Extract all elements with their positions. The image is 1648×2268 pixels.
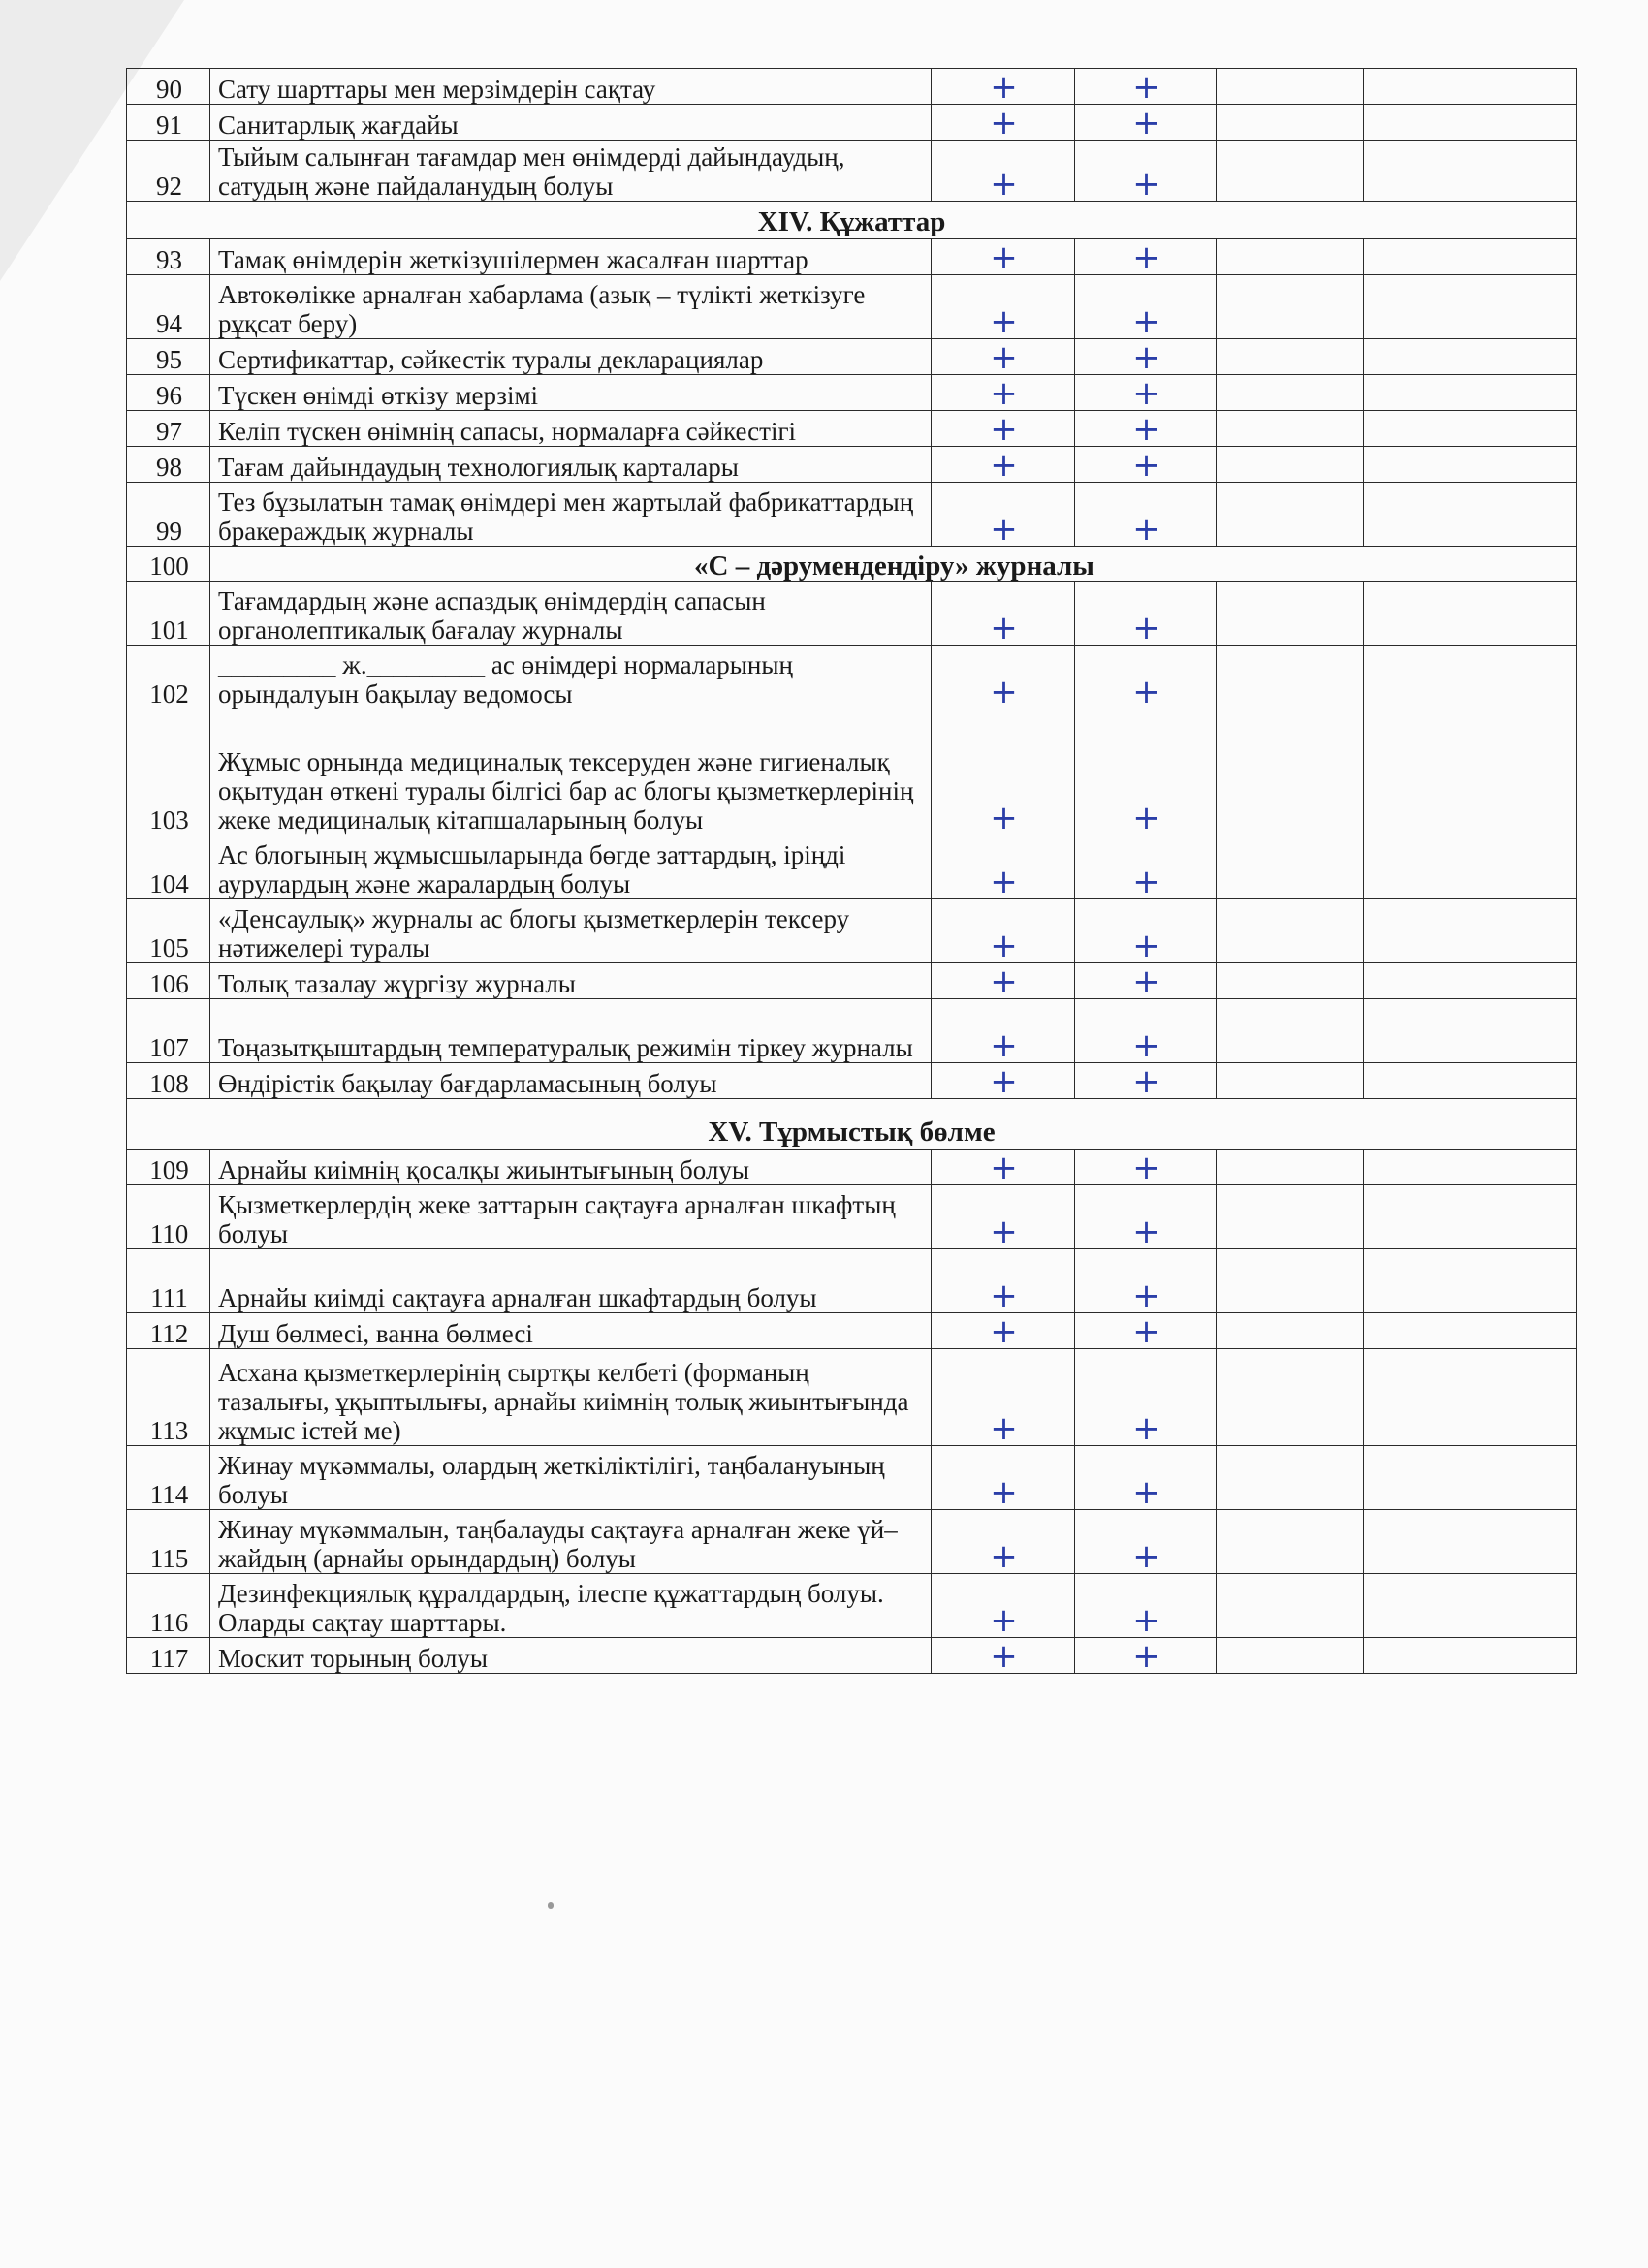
blank-cell-col4 — [1364, 69, 1577, 105]
check-mark-col2: + — [1075, 963, 1217, 999]
table-row — [127, 105, 1577, 141]
check-mark-col1: + — [932, 646, 1075, 709]
paper-speck — [548, 1902, 554, 1909]
table-row — [127, 835, 1577, 899]
row-description: Асхана қызметкерлерінің сыртқы келбеті (форманың тазалығы, ұқыптылығы, арнайы киімнің толық жиынтығында жұмыс істей ме) — [210, 1349, 932, 1446]
check-mark-col2: + — [1075, 339, 1217, 375]
check-mark-col1: + — [932, 1185, 1075, 1249]
check-mark-col1: + — [932, 447, 1075, 483]
check-mark-col2: + — [1075, 1063, 1217, 1099]
blank-cell-col3 — [1217, 1249, 1364, 1313]
row-number: 97 — [127, 411, 210, 447]
row-description: Жинау мүкәммалы, олардың жеткіліктілігі, таңбалануының болуы — [210, 1446, 932, 1510]
rows-group-c — [127, 582, 1577, 1099]
blank-cell-col4 — [1364, 141, 1577, 202]
check-mark-col1: + — [932, 582, 1075, 646]
blank-cell-col3 — [1217, 105, 1364, 141]
blank-cell-col4 — [1364, 646, 1577, 709]
row-description: Тамақ өнімдерін жеткізушілермен жасалған шарттар — [210, 239, 932, 275]
rows-group-b — [127, 239, 1577, 547]
blank-cell-col4 — [1364, 1249, 1577, 1313]
row-number: 110 — [127, 1185, 210, 1249]
check-mark-col1: + — [932, 1150, 1075, 1185]
row-description: Арнайы киімді сақтауға арналған шкафтардың болуы — [210, 1249, 932, 1313]
blank-cell-col3 — [1217, 1574, 1364, 1638]
check-mark-col1: + — [932, 1510, 1075, 1574]
table-row — [127, 1349, 1577, 1446]
blank-cell-col4 — [1364, 483, 1577, 547]
check-mark-col2: + — [1075, 1313, 1217, 1349]
check-mark-col1: + — [932, 899, 1075, 963]
row-100-group — [127, 547, 1577, 582]
table-row — [127, 447, 1577, 483]
blank-cell-col3 — [1217, 899, 1364, 963]
row-description: Келіп түскен өнімнің сапасы, нормаларға сәйкестігі — [210, 411, 932, 447]
row-number: 93 — [127, 239, 210, 275]
blank-cell-col4 — [1364, 709, 1577, 835]
blank-cell-col3 — [1217, 275, 1364, 339]
blank-cell-col4 — [1364, 835, 1577, 899]
table-row — [127, 1249, 1577, 1313]
check-mark-col2: + — [1075, 1638, 1217, 1674]
row-description: Сертификаттар, сәйкестік туралы декларациялар — [210, 339, 932, 375]
row-number: 116 — [127, 1574, 210, 1638]
check-mark-col1: + — [932, 1063, 1075, 1099]
blank-cell-col4 — [1364, 339, 1577, 375]
check-mark-col2: + — [1075, 239, 1217, 275]
check-mark-col1: + — [932, 1446, 1075, 1510]
table-row — [127, 69, 1577, 105]
blank-cell-col4 — [1364, 1063, 1577, 1099]
table-row — [127, 1638, 1577, 1674]
blank-cell-col4 — [1364, 1574, 1577, 1638]
check-mark-col1: + — [932, 963, 1075, 999]
check-mark-col2: + — [1075, 1349, 1217, 1446]
row-description: Жұмыс орнында медициналық тексеруден және гигиеналық оқытудан өткені туралы білгісі бар ас блогы қызметкерлерінің жеке медициналық кітапшаларының болуы — [210, 709, 932, 835]
blank-cell-col4 — [1364, 999, 1577, 1063]
blank-cell-col4 — [1364, 1313, 1577, 1349]
row-description: Қызметкерлердің жеке заттарын сақтауға арналған шкафтың болуы — [210, 1185, 932, 1249]
check-mark-col2: + — [1075, 69, 1217, 105]
row-number: 107 — [127, 999, 210, 1063]
row-number: 114 — [127, 1446, 210, 1510]
table-row — [127, 963, 1577, 999]
check-mark-col2: + — [1075, 447, 1217, 483]
row-number: 91 — [127, 105, 210, 141]
blank-cell-col4 — [1364, 1510, 1577, 1574]
blank-cell-col3 — [1217, 447, 1364, 483]
row-description: Тыйым салынған тағамдар мен өнімдерді дайындаудың, сатудың және пайдаланудың болуы — [210, 141, 932, 202]
row-description: Толық тазалау жүргізу журналы — [210, 963, 932, 999]
check-mark-col2: + — [1075, 275, 1217, 339]
row-number: 103 — [127, 709, 210, 835]
table-row — [127, 1185, 1577, 1249]
row-description: Москит торының болуы — [210, 1638, 932, 1674]
check-mark-col1: + — [932, 69, 1075, 105]
row-description: Санитарлық жағдайы — [210, 105, 932, 141]
row-number: 108 — [127, 1063, 210, 1099]
check-mark-col1: + — [932, 1574, 1075, 1638]
row-number: 104 — [127, 835, 210, 899]
row-number: 90 — [127, 69, 210, 105]
blank-cell-col3 — [1217, 1150, 1364, 1185]
section-title-xiv: XIV. Құжаттар — [127, 202, 1577, 239]
row-number: 98 — [127, 447, 210, 483]
blank-cell-col3 — [1217, 1063, 1364, 1099]
table-row — [127, 547, 1577, 582]
row-number: 100 — [127, 547, 210, 582]
check-mark-col2: + — [1075, 1249, 1217, 1313]
check-mark-col1: + — [932, 105, 1075, 141]
check-mark-col1: + — [932, 339, 1075, 375]
blank-cell-col3 — [1217, 1185, 1364, 1249]
row-number: 94 — [127, 275, 210, 339]
check-mark-col1: + — [932, 999, 1075, 1063]
blank-cell-col4 — [1364, 275, 1577, 339]
row-number: 95 — [127, 339, 210, 375]
row-description: Жинау мүкәммалын, таңбалауды сақтауға арналған жеке үй–жайдың (арнайы орындардың) болуы — [210, 1510, 932, 1574]
check-mark-col2: + — [1075, 835, 1217, 899]
section-title-xv: XV. Тұрмыстық бөлме — [127, 1099, 1577, 1150]
row-description: Арнайы киімнің қосалқы жиынтығының болуы — [210, 1150, 932, 1185]
row-number: 111 — [127, 1249, 210, 1313]
blank-cell-col3 — [1217, 835, 1364, 899]
table-row — [127, 483, 1577, 547]
row-description: Тоңазытқыштардың температуралық режимін тіркеу журналы — [210, 999, 932, 1063]
row-description: Автокөлікке арналған хабарлама (азық – түлікті жеткізуге рұқсат беру) — [210, 275, 932, 339]
table-row — [127, 411, 1577, 447]
section-xiv — [127, 202, 1577, 239]
check-mark-col1: + — [932, 1638, 1075, 1674]
inspection-checklist-table — [126, 68, 1577, 1674]
section-xv — [127, 1099, 1577, 1150]
table-row — [127, 1313, 1577, 1349]
blank-cell-col4 — [1364, 899, 1577, 963]
row-description: Дезинфекциялық құралдардың, ілеспе құжаттардың болуы. Оларды сақтау шарттары. — [210, 1574, 932, 1638]
table-row — [127, 1446, 1577, 1510]
row-number: 105 — [127, 899, 210, 963]
row-number: 115 — [127, 1510, 210, 1574]
check-mark-col1: + — [932, 835, 1075, 899]
rows-group-d — [127, 1150, 1577, 1674]
table-row — [127, 646, 1577, 709]
row-number: 109 — [127, 1150, 210, 1185]
check-mark-col1: + — [932, 1249, 1075, 1313]
blank-cell-col4 — [1364, 1349, 1577, 1446]
row-number: 92 — [127, 141, 210, 202]
blank-cell-col3 — [1217, 999, 1364, 1063]
blank-cell-col3 — [1217, 483, 1364, 547]
blank-cell-col3 — [1217, 582, 1364, 646]
row-number: 96 — [127, 375, 210, 411]
blank-cell-col4 — [1364, 411, 1577, 447]
row-number: 117 — [127, 1638, 210, 1674]
blank-cell-col4 — [1364, 1185, 1577, 1249]
row-number: 113 — [127, 1349, 210, 1446]
check-mark-col2: + — [1075, 411, 1217, 447]
checklist-sheet — [126, 68, 1576, 1674]
blank-cell-col3 — [1217, 141, 1364, 202]
check-mark-col1: + — [932, 411, 1075, 447]
check-mark-col1: + — [932, 141, 1075, 202]
row-description: Түскен өнімді өткізу мерзімі — [210, 375, 932, 411]
check-mark-col1: + — [932, 1349, 1075, 1446]
table-row — [127, 275, 1577, 339]
check-mark-col2: + — [1075, 999, 1217, 1063]
row-description: Сату шарттары мен мерзімдерін сақтау — [210, 69, 932, 105]
blank-cell-col3 — [1217, 1349, 1364, 1446]
check-mark-col2: + — [1075, 375, 1217, 411]
blank-cell-col3 — [1217, 411, 1364, 447]
blank-cell-col3 — [1217, 1446, 1364, 1510]
row-description: Душ бөлмесі, ванна бөлмесі — [210, 1313, 932, 1349]
table-row — [127, 339, 1577, 375]
table-row — [127, 1574, 1577, 1638]
blank-cell-col3 — [1217, 1313, 1364, 1349]
blank-cell-col3 — [1217, 1510, 1364, 1574]
row-description: Ас блогының жұмысшыларында бөгде заттардың, іріңді аурулардың және жаралардың болуы — [210, 835, 932, 899]
blank-cell-col4 — [1364, 375, 1577, 411]
blank-cell-col3 — [1217, 69, 1364, 105]
blank-cell-col3 — [1217, 339, 1364, 375]
rows-group-a — [127, 69, 1577, 202]
subsection-title: «С – дәрумендендіру» журналы — [210, 547, 1577, 582]
check-mark-col1: + — [932, 709, 1075, 835]
row-description: Тез бұзылатын тамақ өнімдері мен жартылай фабрикаттардың бракераждық журналы — [210, 483, 932, 547]
check-mark-col1: + — [932, 375, 1075, 411]
table-row — [127, 141, 1577, 202]
blank-cell-col4 — [1364, 1150, 1577, 1185]
check-mark-col1: + — [932, 275, 1075, 339]
row-number: 112 — [127, 1313, 210, 1349]
blank-cell-col3 — [1217, 963, 1364, 999]
table-row — [127, 709, 1577, 835]
check-mark-col2: + — [1075, 1574, 1217, 1638]
table-row — [127, 999, 1577, 1063]
blank-cell-col4 — [1364, 1638, 1577, 1674]
row-description: Тағам дайындаудың технологиялық карталары — [210, 447, 932, 483]
blank-cell-col4 — [1364, 105, 1577, 141]
row-number: 99 — [127, 483, 210, 547]
check-mark-col2: + — [1075, 1510, 1217, 1574]
check-mark-col1: + — [932, 1313, 1075, 1349]
blank-cell-col4 — [1364, 447, 1577, 483]
check-mark-col2: + — [1075, 1446, 1217, 1510]
check-mark-col2: + — [1075, 483, 1217, 547]
table-row — [127, 1063, 1577, 1099]
blank-cell-col3 — [1217, 375, 1364, 411]
check-mark-col2: + — [1075, 105, 1217, 141]
blank-cell-col4 — [1364, 239, 1577, 275]
check-mark-col2: + — [1075, 1150, 1217, 1185]
row-number: 102 — [127, 646, 210, 709]
row-description: Өндірістік бақылау бағдарламасының болуы — [210, 1063, 932, 1099]
blank-cell-col4 — [1364, 963, 1577, 999]
check-mark-col2: + — [1075, 646, 1217, 709]
blank-cell-col4 — [1364, 1446, 1577, 1510]
check-mark-col2: + — [1075, 899, 1217, 963]
row-description: _________ ж._________ ас өнімдері нормаларының орындалуын бақылау ведомосы — [210, 646, 932, 709]
check-mark-col1: + — [932, 483, 1075, 547]
blank-cell-col4 — [1364, 582, 1577, 646]
blank-cell-col3 — [1217, 239, 1364, 275]
table-row — [127, 1510, 1577, 1574]
check-mark-col2: + — [1075, 582, 1217, 646]
check-mark-col2: + — [1075, 141, 1217, 202]
table-row — [127, 375, 1577, 411]
blank-cell-col3 — [1217, 646, 1364, 709]
check-mark-col2: + — [1075, 709, 1217, 835]
check-mark-col2: + — [1075, 1185, 1217, 1249]
blank-cell-col3 — [1217, 1638, 1364, 1674]
row-number: 101 — [127, 582, 210, 646]
check-mark-col1: + — [932, 239, 1075, 275]
table-row — [127, 1150, 1577, 1185]
row-description: Тағамдардың және аспаздық өнімдердің сапасын органолептикалық бағалау журналы — [210, 582, 932, 646]
blank-cell-col3 — [1217, 709, 1364, 835]
table-row — [127, 239, 1577, 275]
table-row — [127, 899, 1577, 963]
table-row — [127, 582, 1577, 646]
row-number: 106 — [127, 963, 210, 999]
row-description: «Денсаулық» журналы ас блогы қызметкерлерін тексеру нәтижелері туралы — [210, 899, 932, 963]
